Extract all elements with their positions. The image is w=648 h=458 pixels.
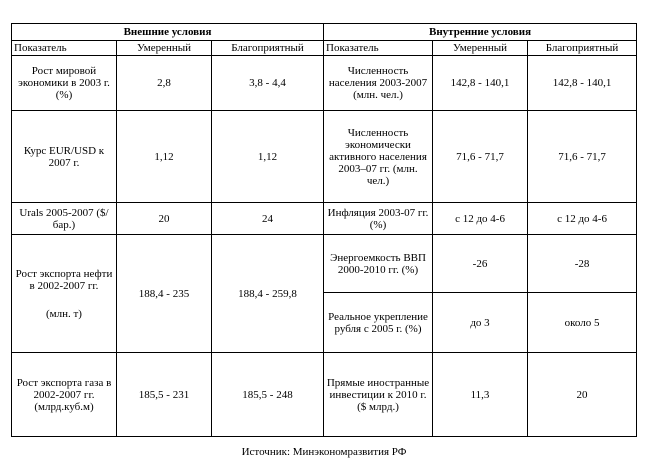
internal-favorable-cell: около 5 (528, 293, 637, 353)
external-indicator-cell: Рост мировой экономики в 2003 г. (%) (12, 56, 117, 111)
oil-export-indicator-text: Рост экспорта нефти в 2002-2007 гг. (15, 267, 113, 292)
table-row (12, 203, 637, 235)
forecast-conditions-table (11, 23, 637, 437)
internal-indicator-cell: Энергоемкость ВВП 2000-2010 гг. (%) (324, 235, 433, 293)
external-favorable-cell: 1,12 (212, 111, 324, 203)
external-favorable-cell: 3,8 - 4,4 (212, 56, 324, 111)
internal-favorable-column-header: Благоприятный (528, 41, 637, 56)
internal-indicator-column-header: Показатель (324, 41, 433, 56)
external-moderate-column-header: Умеренный (117, 41, 212, 56)
external-favorable-column-header: Благоприятный (212, 41, 324, 56)
table-row (12, 235, 637, 293)
external-favorable-cell: 188,4 - 259,8 (212, 235, 324, 353)
external-indicator-cell: Рост экспорта газа в 2002-2007 гг. (млрд.куб.м) (12, 353, 117, 437)
internal-moderate-column-header: Умеренный (433, 41, 528, 56)
table-row (12, 111, 637, 203)
external-indicator-cell (12, 235, 117, 353)
table-row (12, 56, 637, 111)
internal-moderate-cell: -26 (433, 235, 528, 293)
internal-favorable-cell: -28 (528, 235, 637, 293)
external-indicator-column-header: Показатель (12, 41, 117, 56)
internal-moderate-cell: 71,6 - 71,7 (433, 111, 528, 203)
oil-export-unit-text: (млн. т) (46, 307, 82, 320)
spacer (14, 292, 114, 308)
table-caption: Источник: Минэкономразвития РФ (241, 446, 407, 458)
internal-favorable-cell: 71,6 - 71,7 (528, 111, 637, 203)
external-moderate-cell: 185,5 - 231 (117, 353, 212, 437)
internal-indicator-cell: Реальное укрепление рубля с 2005 г. (%) (324, 293, 433, 353)
external-conditions-header: Внешние условия (12, 24, 324, 41)
internal-favorable-cell: с 12 до 4-6 (528, 203, 637, 235)
internal-moderate-cell: 142,8 - 140,1 (433, 56, 528, 111)
external-moderate-cell: 2,8 (117, 56, 212, 111)
external-moderate-cell: 1,12 (117, 111, 212, 203)
internal-favorable-cell: 20 (528, 353, 637, 437)
table-row (12, 353, 637, 437)
internal-indicator-cell: Численность населения 2003-2007 (млн. чел.) (324, 56, 433, 111)
internal-indicator-cell: Инфляция 2003-07 гг. (%) (324, 203, 433, 235)
external-moderate-cell: 188,4 - 235 (117, 235, 212, 353)
external-moderate-cell: 20 (117, 203, 212, 235)
external-favorable-cell: 185,5 - 248 (212, 353, 324, 437)
external-indicator-cell: Курс EUR/USD к 2007 г. (12, 111, 117, 203)
internal-moderate-cell: до 3 (433, 293, 528, 353)
internal-moderate-cell: 11,3 (433, 353, 528, 437)
internal-conditions-header: Внутренние условия (324, 24, 637, 41)
internal-indicator-cell: Численность экономически активного населения 2003–07 гг. (млн. чел.) (324, 111, 433, 203)
internal-indicator-cell: Прямые иностранные инвестиции к 2010 г. ($ млрд.) (324, 353, 433, 437)
internal-moderate-cell: с 12 до 4-6 (433, 203, 528, 235)
external-indicator-cell: Urals 2005-2007 ($/бар.) (12, 203, 117, 235)
internal-favorable-cell: 142,8 - 140,1 (528, 56, 637, 111)
external-favorable-cell: 24 (212, 203, 324, 235)
group-header-row (12, 24, 637, 41)
column-header-row (12, 41, 637, 56)
